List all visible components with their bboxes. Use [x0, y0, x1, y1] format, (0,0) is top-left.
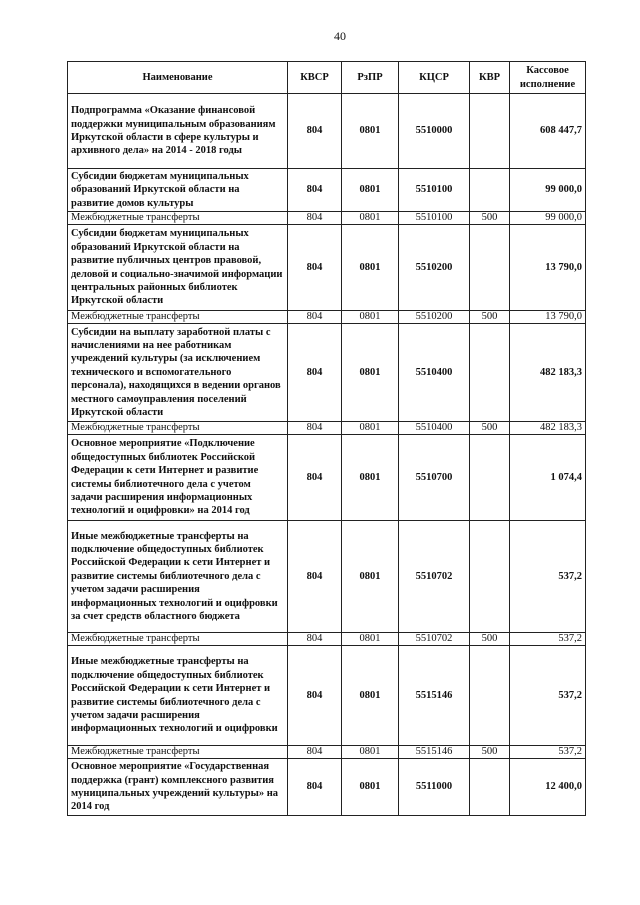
row-kcsr: 5510200 [399, 225, 470, 311]
row-kcsr: 5510200 [399, 311, 470, 324]
header-kvr: КВР [470, 62, 510, 94]
table-row [68, 169, 586, 212]
table-row [68, 746, 586, 759]
row-rzpr: 0801 [342, 422, 399, 435]
row-name: Иные межбюджетные трансферты на подключение общедоступных библиотек Российской Федерации к сети Интернет и развитие системы библиотечного дела с учетом задачи расширения информационных технологий и оцифровки за счет средств областного бюджета [68, 521, 288, 633]
row-name: Субсидии на выплату заработной платы с начислениями на нее работникам учреждений культуры (за исключением технического и вспомогательного персонала), находящихся в ведении органов местного самоуправления поселений Иркутской области [68, 324, 288, 422]
table-row [68, 759, 586, 816]
row-kvsr: 804 [288, 435, 342, 521]
row-name: Основное мероприятие «Подключение общедоступных библиотек Российской Федерации к сети Интернет и развитие системы библиотечного дела с учетом задачи расширения информационных технологий и оцифровки» на 2014 год [68, 435, 288, 521]
row-kvsr: 804 [288, 212, 342, 225]
row-kvr [470, 324, 510, 422]
row-cash: 99 000,0 [510, 212, 586, 225]
row-rzpr: 0801 [342, 94, 399, 169]
row-name: Межбюджетные трансферты [68, 422, 288, 435]
row-name: Субсидии бюджетам муниципальных образований Иркутской области на развитие домов культуры [68, 169, 288, 212]
row-kcsr: 5510400 [399, 422, 470, 435]
table-row [68, 324, 586, 422]
row-name: Межбюджетные трансферты [68, 746, 288, 759]
row-kcsr: 5510100 [399, 169, 470, 212]
table-row [68, 633, 586, 646]
table-row [68, 422, 586, 435]
row-cash: 99 000,0 [510, 169, 586, 212]
row-kvsr: 804 [288, 324, 342, 422]
row-kvr: 500 [470, 422, 510, 435]
row-rzpr: 0801 [342, 212, 399, 225]
row-rzpr: 0801 [342, 225, 399, 311]
row-kvr: 500 [470, 311, 510, 324]
row-kvr [470, 646, 510, 746]
header-name: Наименование [68, 62, 288, 94]
row-kvsr: 804 [288, 759, 342, 816]
row-rzpr: 0801 [342, 311, 399, 324]
row-kcsr: 5510702 [399, 633, 470, 646]
row-cash: 608 447,7 [510, 94, 586, 169]
row-kvsr: 804 [288, 646, 342, 746]
row-cash: 537,2 [510, 633, 586, 646]
row-cash: 537,2 [510, 646, 586, 746]
row-name: Межбюджетные трансферты [68, 633, 288, 646]
row-rzpr: 0801 [342, 169, 399, 212]
row-kvr: 500 [470, 633, 510, 646]
row-rzpr: 0801 [342, 746, 399, 759]
row-kvsr: 804 [288, 169, 342, 212]
row-rzpr: 0801 [342, 759, 399, 816]
header-kvsr: КВСР [288, 62, 342, 94]
header-kcsr: КЦСР [399, 62, 470, 94]
row-cash: 13 790,0 [510, 311, 586, 324]
row-kvsr: 804 [288, 225, 342, 311]
row-rzpr: 0801 [342, 646, 399, 746]
table-row [68, 212, 586, 225]
row-kvr [470, 435, 510, 521]
table-row [68, 311, 586, 324]
row-name: Основное мероприятие «Государственная поддержка (грант) комплексного развития муниципальных учреждений культуры» на 2014 год [68, 759, 288, 816]
table-row [68, 521, 586, 633]
row-kvr [470, 225, 510, 311]
row-rzpr: 0801 [342, 521, 399, 633]
row-name: Субсидии бюджетам муниципальных образований Иркутской области на развитие публичных центров правовой, деловой и социально-значимой информации центральных районных библиотек Иркутской области [68, 225, 288, 311]
row-kvr: 500 [470, 212, 510, 225]
row-kvsr: 804 [288, 94, 342, 169]
row-kvr [470, 94, 510, 169]
row-kcsr: 5510700 [399, 435, 470, 521]
row-kvr [470, 169, 510, 212]
row-rzpr: 0801 [342, 324, 399, 422]
header-rzpr: РзПР [342, 62, 399, 94]
row-name: Межбюджетные трансферты [68, 212, 288, 225]
row-name: Подпрограмма «Оказание финансовой поддержки муниципальным образованиям Иркутской области в сфере культуры и архивного дела» на 2014 - 2018 годы [68, 94, 288, 169]
budget-table [67, 61, 586, 816]
table-row [68, 646, 586, 746]
row-kvsr: 804 [288, 311, 342, 324]
row-cash: 537,2 [510, 746, 586, 759]
row-kvsr: 804 [288, 422, 342, 435]
row-kvr [470, 521, 510, 633]
row-kcsr: 5510702 [399, 521, 470, 633]
header-cash: Кассовое исполнение [510, 62, 586, 94]
row-kvr [470, 759, 510, 816]
row-cash: 537,2 [510, 521, 586, 633]
table-row [68, 435, 586, 521]
row-rzpr: 0801 [342, 435, 399, 521]
row-cash: 13 790,0 [510, 225, 586, 311]
row-kvsr: 804 [288, 521, 342, 633]
table-row [68, 94, 586, 169]
row-cash: 1 074,4 [510, 435, 586, 521]
row-cash: 482 183,3 [510, 422, 586, 435]
table-row [68, 225, 586, 311]
row-kcsr: 5511000 [399, 759, 470, 816]
row-name: Межбюджетные трансферты [68, 311, 288, 324]
row-kvsr: 804 [288, 746, 342, 759]
row-kcsr: 5510400 [399, 324, 470, 422]
row-kcsr: 5510000 [399, 94, 470, 169]
row-rzpr: 0801 [342, 633, 399, 646]
row-kcsr: 5515146 [399, 646, 470, 746]
row-kcsr: 5515146 [399, 746, 470, 759]
page-number: 40 [334, 29, 346, 43]
row-name: Иные межбюджетные трансферты на подключение общедоступных библиотек Российской Федерации к сети Интернет и развитие системы библиотечного дела с учетом задачи расширения информационных технологий и оцифровки [68, 646, 288, 746]
row-kvr: 500 [470, 746, 510, 759]
row-kvsr: 804 [288, 633, 342, 646]
row-cash: 482 183,3 [510, 324, 586, 422]
row-cash: 12 400,0 [510, 759, 586, 816]
row-kcsr: 5510100 [399, 212, 470, 225]
